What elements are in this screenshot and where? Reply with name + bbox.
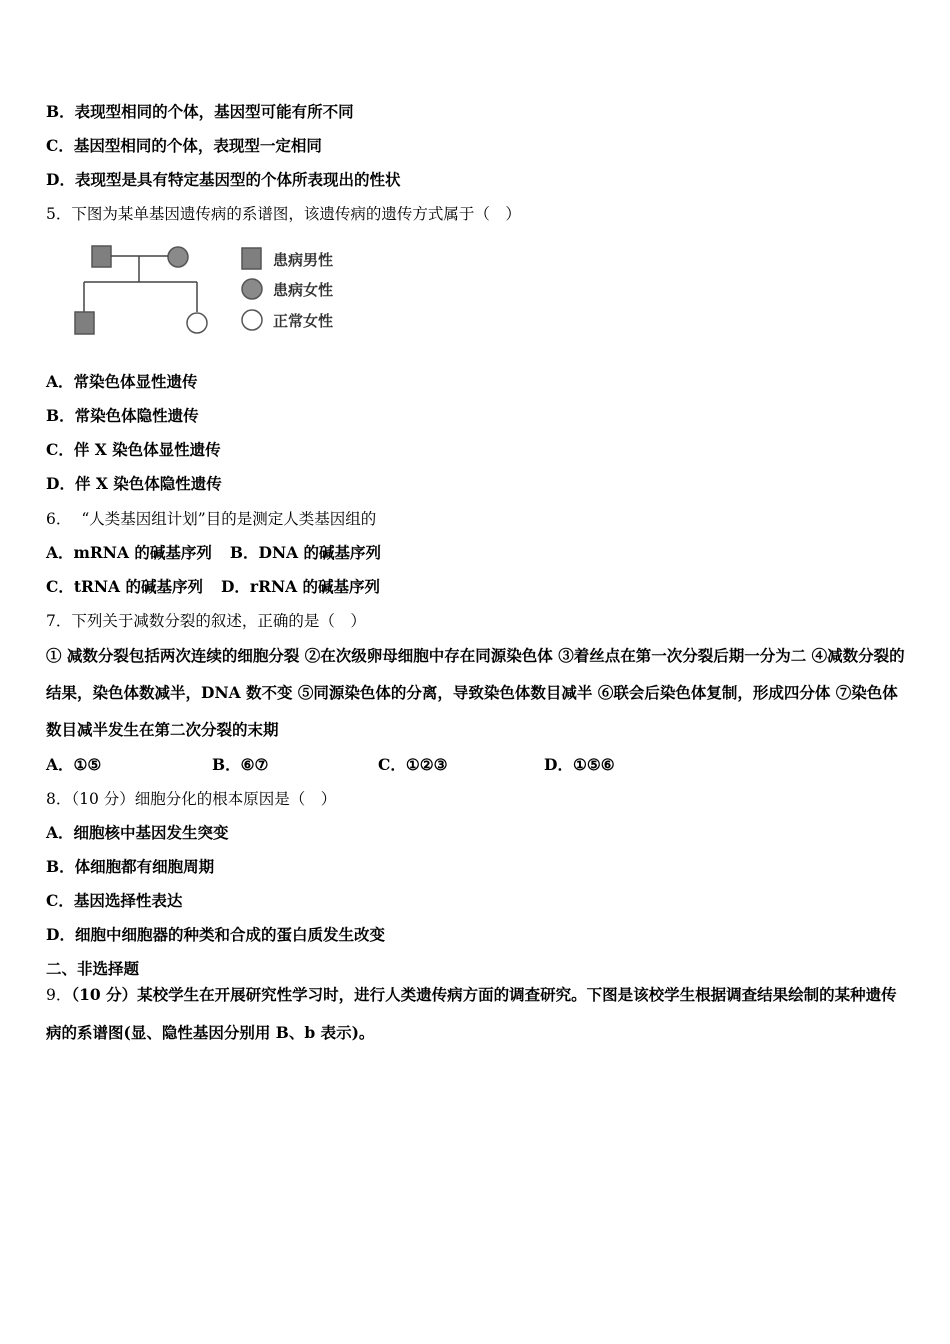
q8-option-d: D．细胞中细胞器的种类和合成的蛋白质发生改变 [46,925,385,944]
q6-option-c: C．tRNA 的碱基序列 [46,577,203,596]
q7-options [46,755,615,775]
q6-options-row-1 [46,543,381,563]
legend-normal-female-label: 正常女性 [273,312,334,330]
q4-option-d: D．表现型是具有特定基因型的个体所表现出的性状 [46,170,401,189]
q8-option-b: B．体细胞都有细胞周期 [46,857,215,876]
pedigree-diagram [70,240,360,340]
legend-normal-female-icon [242,310,262,330]
affected-female-mother [168,247,188,267]
q7-option-a: A．①⑤ [46,755,102,774]
legend-affected-male-label: 患病男性 [273,251,334,269]
q8-option-c: C．基因选择性表达 [46,891,183,910]
q6-option-a: A．mRNA 的碱基序列 [46,543,212,562]
legend-affected-female-icon [242,279,262,299]
q7-option-c: C．①②③ [378,755,448,774]
section-title-non-choice: 二、非选择题 [46,959,140,978]
q8-option-a: A．细胞核中基因发生突变 [46,823,229,842]
q4-option-c: C．基因型相同的个体，表现型一定相同 [46,136,322,155]
legend-affected-female-label: 患病女性 [273,281,334,299]
legend-affected-male-icon [242,248,261,269]
q7-option-b: B．⑥⑦ [212,755,269,774]
q5-option-b: B．常染色体隐性遗传 [46,406,199,425]
normal-female-daughter [187,313,207,333]
q7-option-d: D．①⑤⑥ [544,755,615,774]
affected-male-father [92,246,111,267]
q7-statements: ① 减数分裂包括两次连续的细胞分裂 ②在次级卵母细胞中存在同源染色体 ③着丝点在第一次分裂后期一分为二 ④减数分裂的结果，染色体数减半，DNA 数不变 ⑤同源染色体的分离，导致染色体数目减半 ⑥联会后染色体复制，形成四分体 ⑦染色体数目减半发生在第二次分裂的末期 [46,646,905,739]
q6-option-d: D．rRNA 的碱基序列 [220,577,381,596]
q9-stem: 9．（10 分）某校学生在开展研究性学习时，进行人类遗传病方面的调查研究。下图是该校学生根据调查结果绘制的某种遗传病的系谱图(显、隐性基因分别用 B、b 表示)。 [46,985,897,1042]
q5-stem: 5．下图为某单基因遗传病的系谱图，该遗传病的遗传方式属于（ ） [46,205,521,223]
q6-stem: 6． “人类基因组计划”目的是测定人类基因组的 [46,510,377,528]
q6-option-b: B．DNA 的碱基序列 [229,543,382,562]
q5-option-a: A．常染色体显性遗传 [46,372,198,391]
q5-option-d: D．伴 X 染色体隐性遗传 [46,474,222,493]
affected-male-son [75,312,94,334]
q5-option-c: C．伴 X 染色体显性遗传 [46,440,221,459]
q4-option-b: B．表现型相同的个体，基因型可能有所不同 [46,102,354,121]
q8-stem: 8．（10 分）细胞分化的根本原因是（ ） [46,790,337,808]
q6-options-row-2 [46,577,380,597]
q7-stem: 7．下列关于减数分裂的叙述，正确的是（ ） [46,612,366,630]
